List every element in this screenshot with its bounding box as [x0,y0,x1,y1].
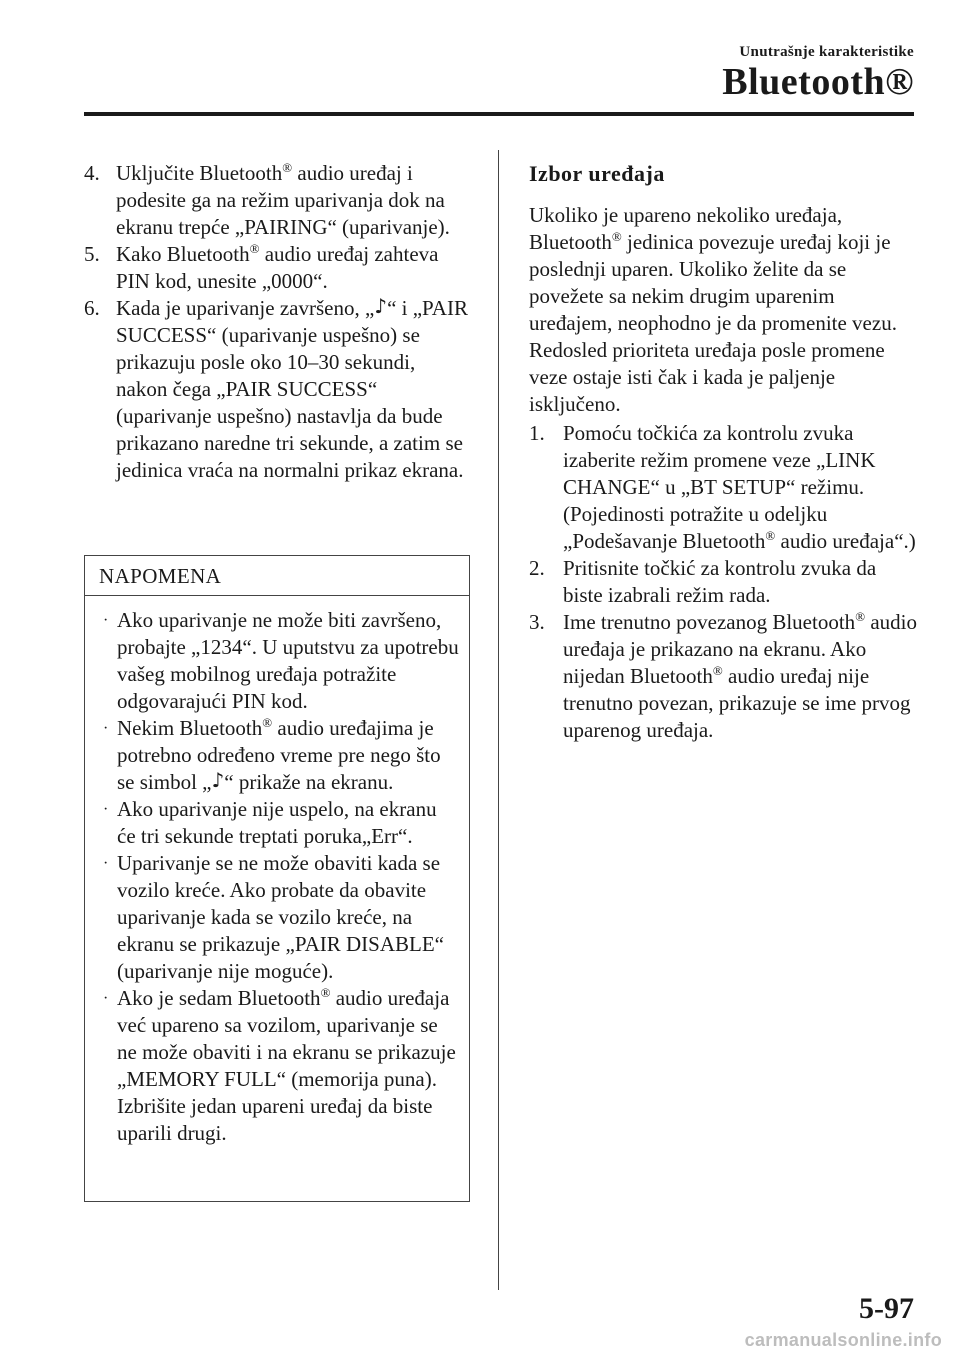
step-5 [84,241,470,295]
note-item [103,796,459,850]
step-text: Kada je uparivanje završeno, „ [116,296,375,320]
registered-mark: ® [249,241,260,256]
page-title: Bluetooth® [722,61,914,103]
bullet: · [103,990,109,1007]
pairing-steps [84,160,470,484]
note-text: audio uređajima je potrebno određeno vreme pre nego što se simbol „ [117,716,441,794]
header-rule [84,112,914,116]
note-text: Ako uparivanje nije uspelo, na ekranu će tri sekunde treptati poruka„Err“. [117,797,437,848]
note-item [103,985,459,1147]
note-text: “ prikaže na ekranu. [224,770,394,794]
note-heading: NAPOMENA [85,556,469,596]
note-text: Ako uparivanje ne može biti završeno, probajte „1234“. U uputstvu za upotrebu vašeg mobilnog uređaja potražite odgovarajući PIN kod. [117,608,459,713]
watermark: carmanualsonline.info [744,1330,942,1350]
step-text: Uključite Bluetooth [116,161,283,185]
header-section-label: Unutrašnje karakteristike [739,44,914,60]
note-text: Ako je sedam Bluetooth [117,986,321,1010]
registered-mark: ® [320,985,331,1000]
step-number: 2. [529,556,545,580]
step-text: audio uređaj i podesite ga na režim uparivanja dok na ekranu trepće „PAIRING“ (uparivanje). [116,161,450,239]
step-6 [84,295,470,484]
bullet: · [103,720,109,737]
step-1 [529,420,917,555]
section-intro [529,202,917,418]
note-text: Nekim Bluetooth [117,716,263,740]
step-text: audio uređaja je prikazano na ekranu. Ako nijedan Bluetooth [563,610,917,688]
registered-mark: ® [765,528,776,543]
note-item [103,850,459,985]
step-4 [84,160,470,241]
note-item [103,607,459,715]
note-item [103,715,459,796]
registered-mark: ® [855,609,866,624]
note-text: audio uređaja već upareno sa vozilom, uparivanje se ne može obaviti i na ekranu se prikazuje „MEMORY FULL“ (memorija puna). Izbrišite jedan upareni uređaj da biste uparili drugi. [117,986,456,1145]
step-2 [529,555,917,609]
step-text: Pomoću točkića za kontrolu zvuka izaberite režim promene veze „LINK CHANGE“ u „BT SETUP“ režimu. (Pojedinosti potražite u odeljku „Podešavanje Bluetooth [563,421,876,553]
registered-mark: ® [282,160,293,175]
step-text: Pritisnite točkić za kontrolu zvuka da biste izabrali režim rada. [563,556,877,607]
right-column [529,160,917,744]
intro-text: Ukoliko je upareno nekoliko uređaja, Bluetooth [529,203,843,254]
registered-mark: ® [611,229,622,244]
step-text: audio uređaj nije trenutno povezan, prikazuje se ime prvog uparenog uređaja. [563,664,911,742]
step-text: audio uređaj zahteva PIN kod, unesite „0000“. [116,242,439,293]
step-number: 5. [84,242,100,266]
step-number: 1. [529,421,545,445]
device-selection-steps [529,420,917,744]
step-number: 4. [84,161,100,185]
bullet: · [103,612,109,629]
left-column [84,160,470,484]
note-list [85,596,469,1147]
step-number: 3. [529,610,545,634]
step-text: Kako Bluetooth [116,242,250,266]
bullet: · [103,855,109,872]
column-divider [498,150,499,1290]
step-text: audio uređaja“.) [775,529,916,553]
registered-mark: ® [712,663,723,678]
step-text: “ i „PAIR SUCCESS“ (uparivanje uspešno) se prikazuju posle oko 10–30 sekundi, nakon čega „PAIR SUCCESS“ (uparivanje uspešno) nastavlja da bude prikazano naredne tri sekunde, a zatim se jedinica vraća na normalni prikaz ekrana. [116,296,468,482]
step-number: 6. [84,296,100,320]
intro-text: jedinica povezuje uređaj koji je poslednji uparen. Ukoliko želite da se povežete sa nekim drugim uparenim uređajem, neophodno je da promenite vezu. Redosled prioriteta uređaja posle promene veze ostaje isti čak i kada je paljenje isključeno. [529,230,897,416]
step-text: Ime trenutno povezanog Bluetooth [563,610,856,634]
registered-mark: ® [262,715,273,730]
note-text: Uparivanje se ne može obaviti kada se vozilo kreće. Ako probate da obavite uparivanje kada se vozilo kreće, na ekranu se prikazuje „PAIR DISABLE“ (uparivanje nije moguće). [117,851,444,983]
music-note-icon: ♪ [374,294,388,318]
music-note-icon: ♪ [211,768,225,792]
bullet: · [103,801,109,818]
page-number: 5-97 [859,1292,914,1325]
section-title: Izbor uređaja [529,161,665,186]
note-box [84,555,470,1202]
step-3 [529,609,917,744]
